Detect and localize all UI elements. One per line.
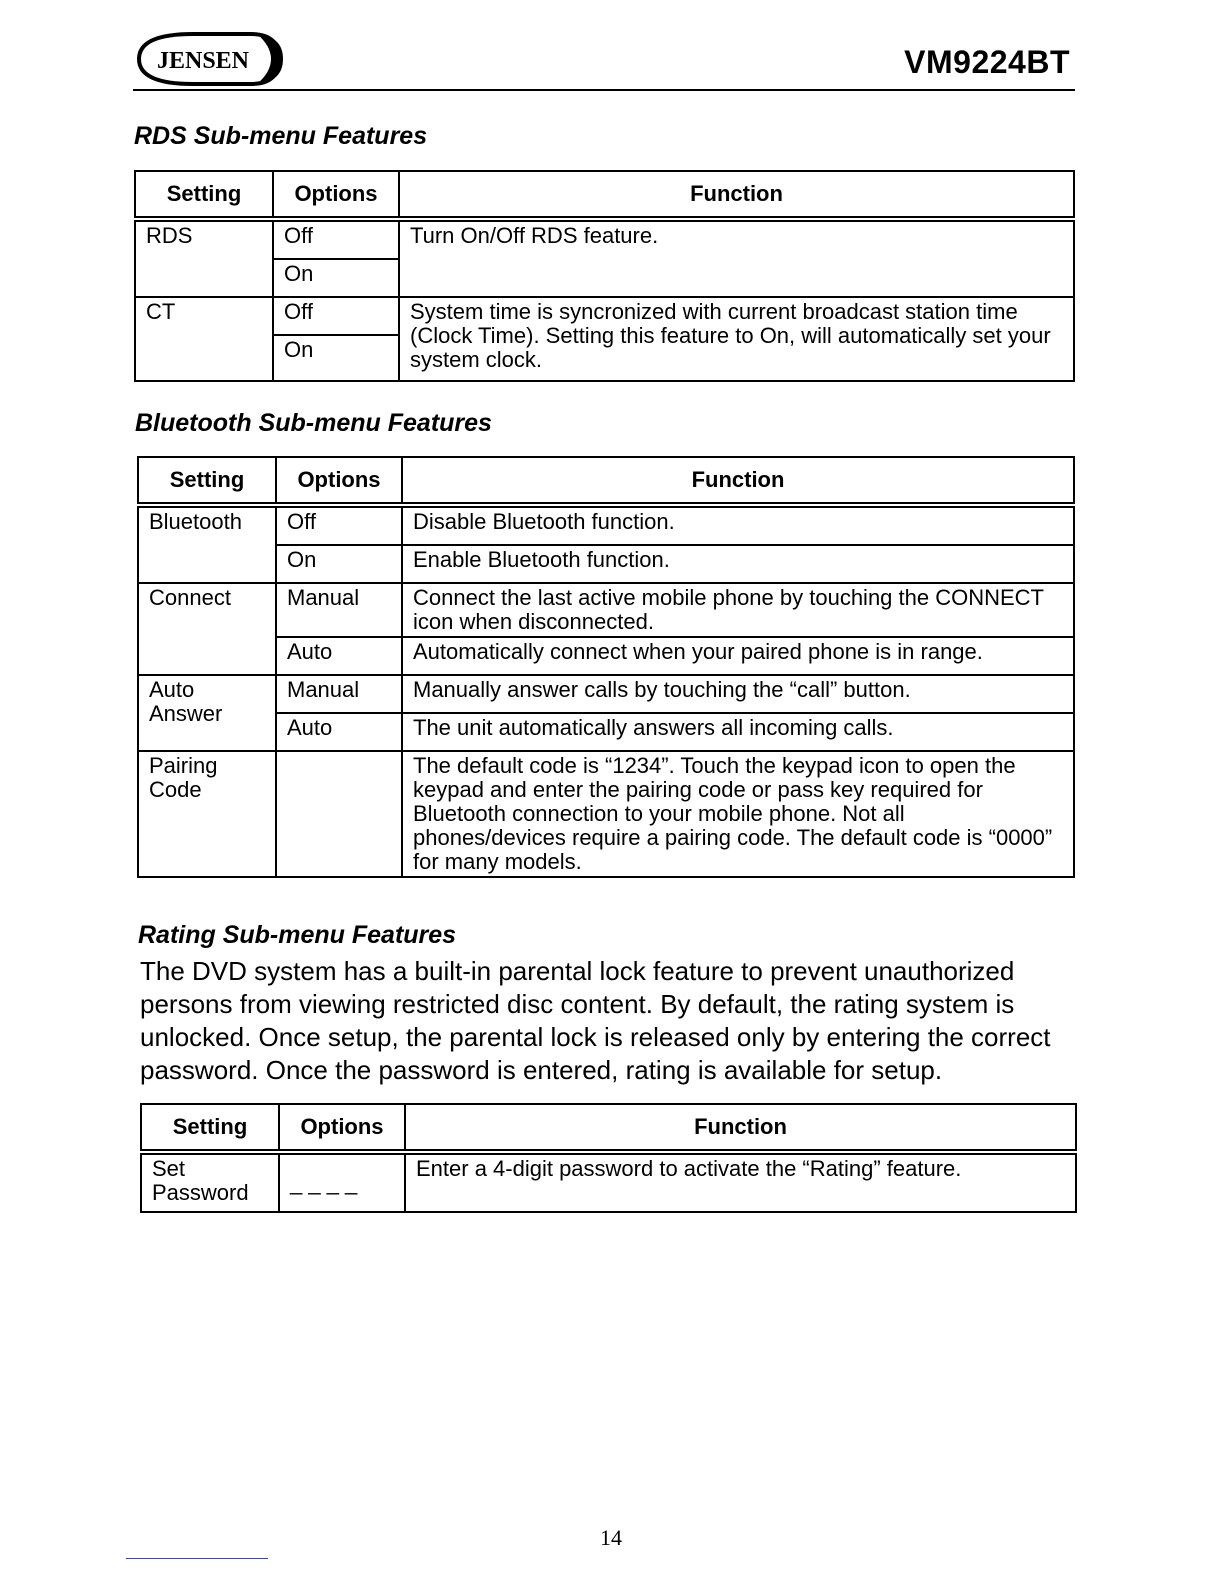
header-divider	[133, 89, 1075, 91]
table-row	[141, 1152, 1076, 1212]
footer-link-line	[126, 1558, 268, 1559]
rds-section-title: RDS Sub-menu Features	[134, 122, 428, 150]
col-options-header: Options	[279, 1104, 405, 1152]
table-row	[138, 713, 1074, 751]
jensen-logo	[133, 30, 283, 88]
option-cell: _ _ _ _	[279, 1152, 405, 1212]
function-cell: The default code is “1234”. Touch the keypad icon to open the keypad and enter the pairing code or pass key required for Bluetooth connection to your mobile phone. Not all phones/devices require a pairing code. The default code is “0000” for many models.	[402, 751, 1074, 877]
bluetooth-table	[137, 456, 1075, 878]
col-setting-header: Setting	[138, 457, 276, 505]
bluetooth-table-header	[138, 457, 1074, 505]
setting-cell: Connect	[138, 583, 276, 675]
function-cell: System time is syncronized with current broadcast station time (Clock Time). Setting this feature to On, will automatically set your system clock.	[399, 297, 1074, 381]
rds-table	[134, 170, 1075, 382]
rating-table-header	[141, 1104, 1076, 1152]
option-cell: Manual	[276, 583, 402, 637]
col-function-header: Function	[405, 1104, 1076, 1152]
option-cell: Off	[273, 297, 399, 335]
table-row	[135, 297, 1074, 335]
table-row	[138, 545, 1074, 583]
rating-table	[140, 1103, 1077, 1213]
function-cell: The unit automatically answers all incoming calls.	[402, 713, 1074, 751]
page-number: 14	[600, 1525, 622, 1550]
setting-cell: Bluetooth	[138, 505, 276, 583]
function-cell: Automatically connect when your paired phone is in range.	[402, 637, 1074, 675]
option-cell: On	[273, 259, 399, 297]
col-function-header: Function	[402, 457, 1074, 505]
option-cell: Auto	[276, 637, 402, 675]
function-cell: Disable Bluetooth function.	[402, 505, 1074, 545]
table-row	[135, 219, 1074, 259]
rating-description: The DVD system has a built-in parental lock feature to prevent unauthorized persons from viewing restricted disc content. By default, the rating system is unlocked. Once setup, the parental lock is released only by entering the correct password. Once the password is entered, rating is available for setup.	[140, 956, 1051, 1085]
function-cell: Turn On/Off RDS feature.	[399, 219, 1074, 297]
col-options-header: Options	[273, 171, 399, 219]
function-cell: Enable Bluetooth function.	[402, 545, 1074, 583]
option-cell: Manual	[276, 675, 402, 713]
table-row	[138, 583, 1074, 637]
col-setting-header: Setting	[141, 1104, 279, 1152]
table-row	[138, 751, 1074, 877]
setting-cell: Set Password	[141, 1152, 279, 1212]
table-row	[138, 675, 1074, 713]
option-cell: On	[273, 335, 399, 381]
function-cell: Connect the last active mobile phone by touching the CONNECT icon when disconnected.	[402, 583, 1074, 637]
table-row	[138, 637, 1074, 675]
setting-cell: Pairing Code	[138, 751, 276, 877]
setting-cell: RDS	[135, 219, 273, 297]
option-cell: Off	[273, 219, 399, 259]
option-cell: Off	[276, 505, 402, 545]
bluetooth-section-title: Bluetooth Sub-menu Features	[135, 409, 492, 437]
col-function-header: Function	[399, 171, 1074, 219]
col-options-header: Options	[276, 457, 402, 505]
function-cell: Enter a 4-digit password to activate the “Rating” feature.	[405, 1152, 1076, 1212]
setting-cell: CT	[135, 297, 273, 381]
rating-section-title: Rating Sub-menu Features	[138, 921, 457, 949]
option-cell: Auto	[276, 713, 402, 751]
rds-table-header	[135, 171, 1074, 219]
setting-cell: Auto Answer	[138, 675, 276, 751]
logo-text: JENSEN	[156, 48, 250, 74]
model-number: VM9224BT	[904, 44, 1070, 80]
col-setting-header: Setting	[135, 171, 273, 219]
option-cell	[276, 751, 402, 877]
function-cell: Manually answer calls by touching the “call” button.	[402, 675, 1074, 713]
table-row	[138, 505, 1074, 545]
option-cell: On	[276, 545, 402, 583]
